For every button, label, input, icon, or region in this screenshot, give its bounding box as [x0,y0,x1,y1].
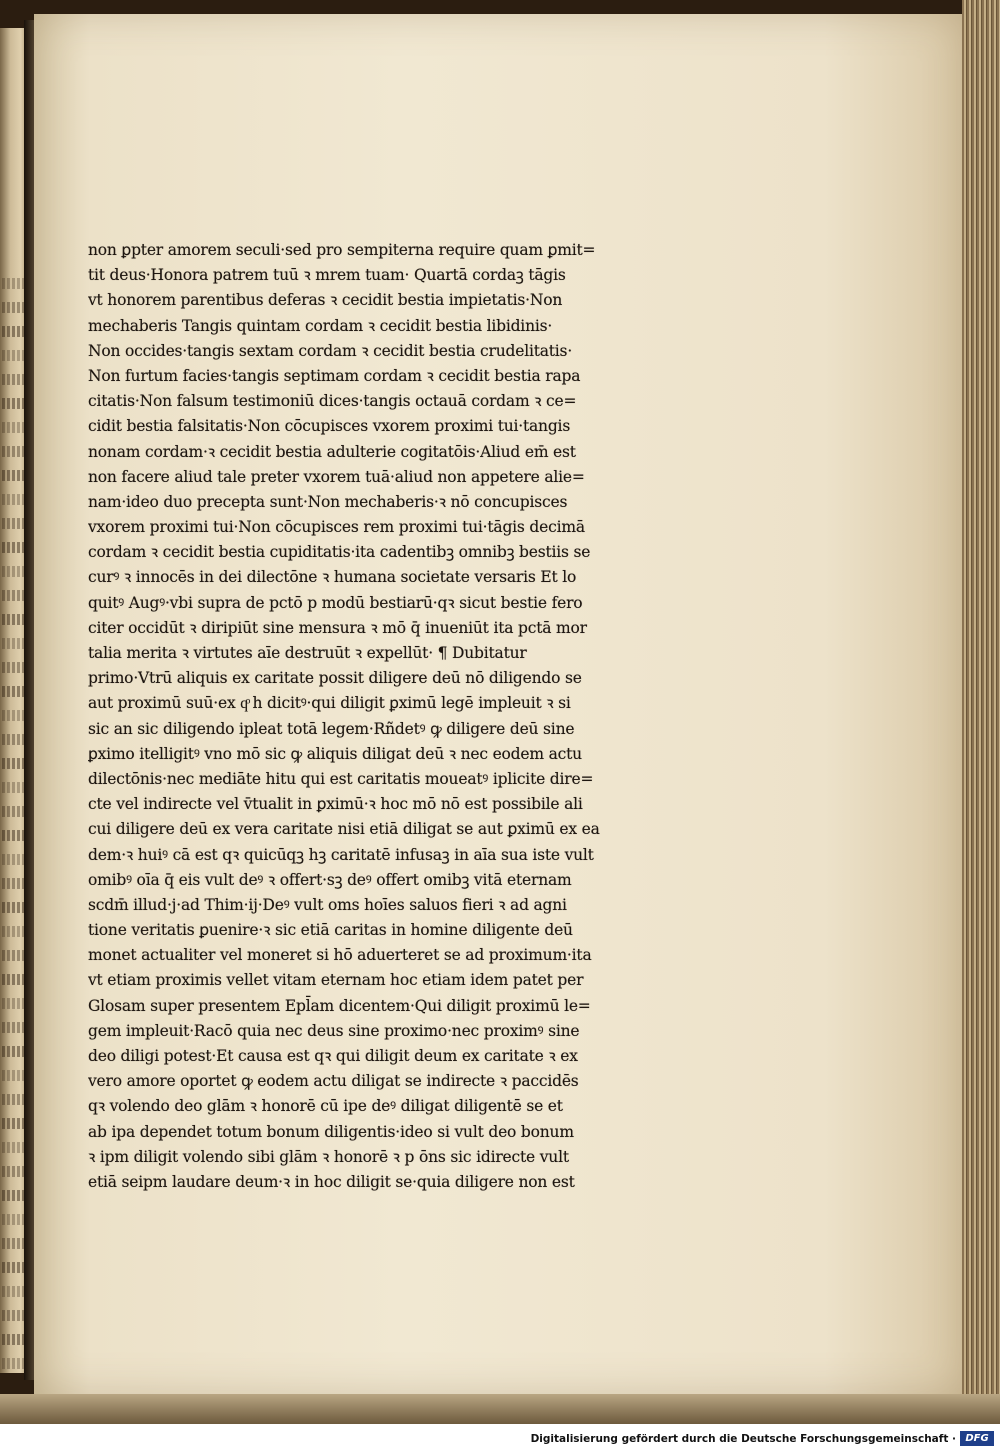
text-line: tit deus·Honora patrem tuū ꝛ mrem tuam· Quartā cordaꝫ tāgis [88,266,566,285]
bleed-through-mark [2,614,24,625]
printed-text-block [88,238,718,1195]
text-line: nonam cordam·ꝛ cecidit bestia adulterie cogitatōis·Aliud em̄ est [88,442,576,461]
bleed-through-mark [2,326,24,337]
bleed-through-mark [2,734,24,745]
bleed-through-mark [2,1094,24,1105]
bleed-through-mark [2,1310,24,1321]
text-line: talia merita ꝛ virtutes aīe destruūt ꝛ expellūt· ¶ Dubitatur [88,644,527,662]
bleed-through-mark [2,446,24,457]
bleed-through-mark [2,830,24,841]
bleed-through-mark [2,1334,24,1345]
bleed-through-mark [2,350,24,361]
text-line: qꝛ volendo deo glām ꝛ honorē cū ipe deꝰ diligat diligentē se et [88,1097,563,1116]
bleed-through-mark [2,710,24,721]
bleed-through-mark [2,926,24,937]
text-line: gem impleuit·Racō quia nec deus sine proximo·nec proximꝰ sine [88,1021,580,1040]
text-line: quitꝰ Augꝰ·vbi supra de pctō p modū bestiarū·qꝛ sicut bestie fero [88,593,583,612]
text-line: omibꝰ oīa q̄ eis vult deꝰ ꝛ offert·sꝫ deꝰ offert omibꝫ vitā eternam [88,870,572,889]
bleed-through-mark [2,1070,24,1081]
text-line: citer occidūt ꝛ diripiūt sine mensura ꝛ mō q̄ inueniūt ita pctā mor [88,618,587,637]
bleed-through-mark [2,638,24,649]
text-line: deo diligi potest·Et causa est qꝛ qui diligit deum ex caritate ꝛ ex [88,1047,578,1065]
dfg-logo: DFG [960,1431,994,1446]
page-edges [962,0,1000,1400]
text-line: etiā seipm laudare deum·ꝛ in hoc diligit se·quia diligere non est [88,1172,575,1191]
bleed-through-mark [2,1046,24,1057]
book-bottom-edge [0,1394,1000,1424]
bleed-through-mark [2,1358,24,1369]
bleed-through-mark [2,1022,24,1033]
bleed-through-mark [2,782,24,793]
bleed-through-mark [2,1262,24,1273]
bleed-through-mark [2,974,24,985]
text-line: vxorem proximi tui·Non cōcupisces rem proximi tui·tāgis decimā [88,518,585,537]
text-line: cte vel indirecte vel v̄tualit in ꝑximū·ꝛ hoc mō nō est possibile ali [88,795,583,814]
text-line: aut proximū suū·ex qͦ h dicitꝰ·qui diligit ꝑximū legē impleuit ꝛ si [88,694,571,713]
digitization-footer [0,1424,1000,1454]
text-line: monet actualiter vel moneret si hō aduerteret se ad proximum·ita [88,946,592,965]
bleed-through-mark [2,950,24,961]
bleed-through-mark [2,374,24,385]
text-line: citatis·Non falsum testimoniū dices·tangis octauā cordam ꝛ ce= [88,392,577,411]
text-line: dilectōnis·nec mediāte hitu qui est caritatis moueatꝰ iplicite dire= [88,769,594,788]
bleed-through-mark [2,662,24,673]
text-line: curꝰ ꝛ innocēs in dei dilectōne ꝛ humana societate versaris Et lo [88,568,577,587]
text-line: primo·Vtrū aliquis ex caritate possit diligere deū nō diligendo se [88,669,582,688]
bleed-through-mark [2,806,24,817]
facing-page-edge [0,28,26,1373]
bleed-through-mark [2,278,24,289]
text-line: ꝑximo itelligitꝰ vno mō sic ꝙ aliquis diligat deū ꝛ nec eodem actu [88,744,582,763]
bleed-through-mark [2,998,24,1009]
text-line: dem·ꝛ huiꝰ cā est qꝛ quicūqꝫ hꝫ caritatē infusaꝫ in aīa sua iste vult [88,845,594,864]
text-line: tione veritatis ꝑuenire·ꝛ sic etiā caritas in homine diligente deū [88,921,573,940]
text-line: cidit bestia falsitatis·Non cōcupisces vxorem proximi tui·tangis [88,417,571,436]
bleed-through-mark [2,1286,24,1297]
bleed-through-mark [2,398,24,409]
bleed-through-mark [2,566,24,577]
bleed-through-mark [2,470,24,481]
bleed-through-mark [2,1190,24,1201]
text-line: vt honorem parentibus deferas ꝛ cecidit bestia impietatis·Non [88,291,563,310]
bleed-through-mark [2,494,24,505]
bleed-through-mark [2,758,24,769]
bleed-through-mark [2,878,24,889]
bleed-through-mark [2,1166,24,1177]
text-line: nam·ideo duo precepta sunt·Non mechaberis·ꝛ nō concupisces [88,492,568,511]
text-line: scdm̄ illud·j·ad Thim·ij·Deꝰ vult oms hoīes saluos fieri ꝛ ad agni [88,895,567,914]
text-line: non ꝑpter amorem seculi·sed pro sempiterna require quam ꝑmit= [88,241,596,259]
bleed-through-mark [2,518,24,529]
text-line: Non furtum facies·tangis septimam cordam ꝛ cecidit bestia rapa [88,366,581,385]
bleed-through-mark [2,302,24,313]
text-line: non facere aliud tale preter vxorem tuā·aliud non appetere alie= [88,467,585,486]
text-line: cordam ꝛ cecidit bestia cupiditatis·ita cadentibꝫ omnibꝫ bestiis se [88,543,591,562]
text-line: ꝛ ipm diligit volendo sibi glām ꝛ honorē ꝛ p ōns sic idirecte vult [88,1147,569,1166]
bleed-through-mark [2,422,24,433]
bleed-through-mark [2,686,24,697]
text-line: vt etiam proximis vellet vitam eternam hoc etiam idem patet per [88,971,584,990]
funding-credit: Digitalisierung gefördert durch die Deutsche Forschungsgemeinschaft · [530,1433,956,1445]
bleed-through-mark [2,590,24,601]
bleed-through-mark [2,902,24,913]
text-line: Non occides·tangis sextam cordam ꝛ cecidit bestia crudelitatis· [88,341,573,360]
text-line: cui diligere deū ex vera caritate nisi etiā diligat se aut ꝑximū ex ea [88,820,600,839]
text-line: Glosam super presentem Epl̄am dicentem·Qui diligit proximū le= [88,996,591,1015]
bleed-through-mark [2,854,24,865]
text-line: mechaberis Tangis quintam cordam ꝛ cecidit bestia libidinis· [88,316,553,335]
text-line: ab ipa dependet totum bonum diligentis·ideo si vult deo bonum [88,1122,574,1141]
bleed-through-mark [2,1214,24,1225]
text-line: sic an sic diligendo ipleat totā legem·Rñdetꝰ ꝙ diligere deū sine [88,719,575,738]
bleed-through-mark [2,1142,24,1153]
bleed-through-mark [2,542,24,553]
bleed-through-mark [2,1238,24,1249]
bleed-through-mark [2,1118,24,1129]
text-line: vero amore oportet ꝙ eodem actu diligat se indirecte ꝛ paccidēs [88,1072,579,1091]
